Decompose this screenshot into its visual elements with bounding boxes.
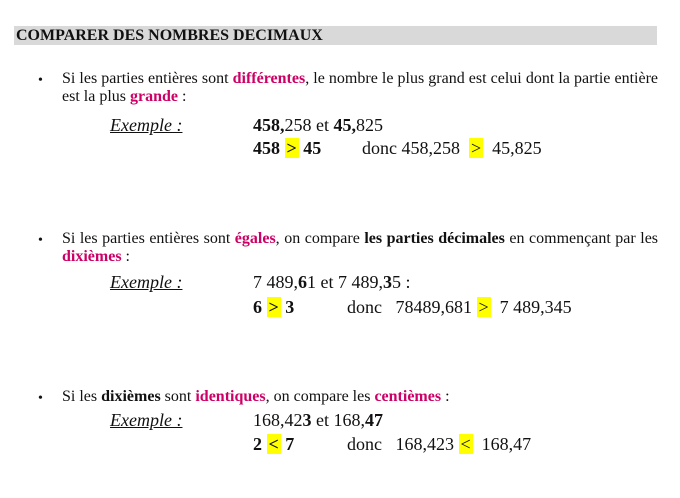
example-3-comparison: 2 < 7: [253, 434, 295, 454]
example-2-numbers: 7 489,61 et 7 489,35 :: [253, 272, 411, 292]
keyword-centiemes: centièmes: [374, 388, 442, 405]
keyword-identiques: identiques: [195, 388, 266, 405]
operator-highlight: >: [478, 297, 489, 317]
example-1-comparison: 458 > 45: [253, 138, 322, 158]
example-1-conclusion: donc 458,258 > 45,825: [362, 138, 542, 158]
operator-highlight: <: [268, 434, 279, 454]
operator-highlight: <: [460, 434, 471, 454]
example-2-conclusion: donc 78489,681 > 7 489,345: [347, 297, 572, 317]
page-title: COMPARER DES NOMBRES DECIMAUX: [16, 27, 323, 44]
operator-highlight: >: [268, 297, 279, 317]
example-1-numbers: 458,258 et 45,825: [253, 115, 383, 135]
operator-highlight: >: [471, 138, 482, 158]
keyword-dixiemes: dixièmes: [62, 248, 122, 265]
rule-1-text: Si les parties entières sont différentes, le nombre le plus grand est celui dont la partie entière est la plus grande :: [62, 70, 659, 105]
title-bar: [14, 26, 657, 45]
keyword-grande: grande: [130, 88, 178, 105]
example-2-comparison: 6 > 3: [253, 297, 295, 317]
bullet-3: •: [38, 391, 43, 406]
example-label-3: Exemple :: [110, 410, 183, 430]
keyword-parties-decimales: les parties décimales: [364, 230, 505, 247]
bullet-2: •: [38, 233, 43, 248]
example-label-2: Exemple :: [110, 272, 183, 292]
keyword-egales: égales: [234, 230, 276, 247]
keyword-dixiemes: dixièmes: [101, 388, 161, 405]
bullet-1: •: [38, 73, 43, 88]
rule-2-text: Si les parties entières sont égales, on compare les parties décimales en commençant par les dixièmes :: [62, 230, 659, 265]
rule-3-text: Si les dixièmes sont identiques, on compare les centièmes :: [62, 388, 450, 405]
operator-highlight: >: [286, 138, 297, 158]
example-label-1: Exemple :: [110, 115, 183, 135]
example-3-conclusion: donc 168,423 < 168,47: [347, 434, 532, 454]
example-3-numbers: 168,423 et 168,47: [253, 410, 383, 430]
keyword-differentes: différentes: [232, 70, 306, 87]
